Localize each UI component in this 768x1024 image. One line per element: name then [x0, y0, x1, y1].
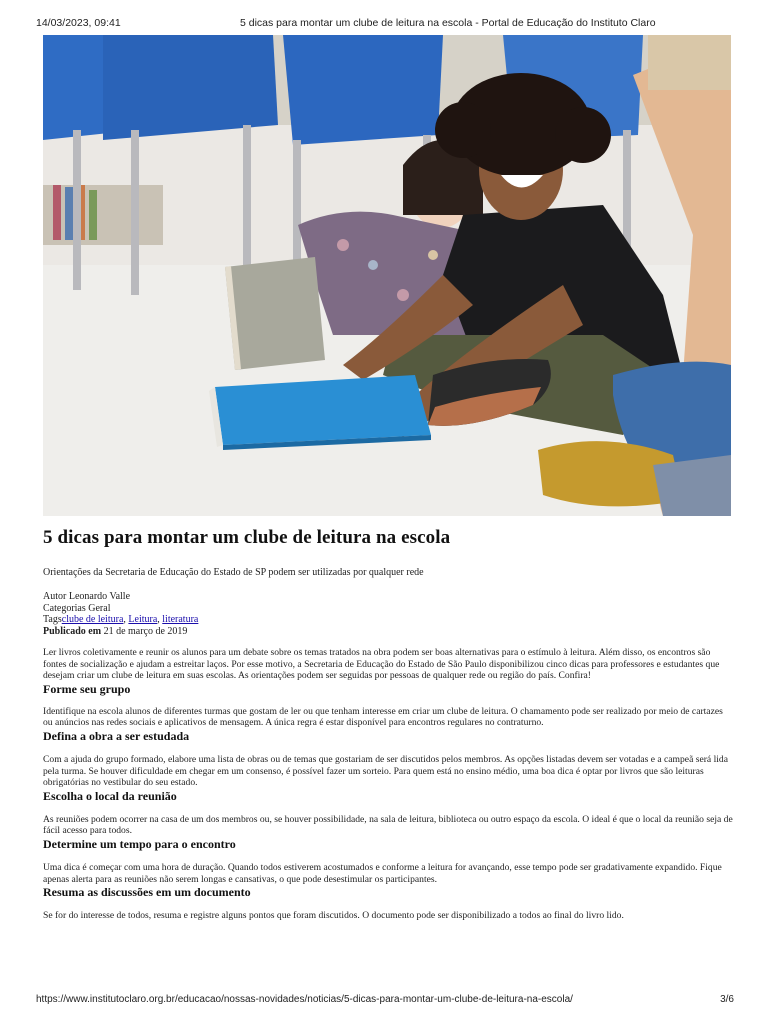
page-url: https://www.institutoclaro.org.br/educacao/nossas-novidades/noticias/5-dicas-para-montar-um-clube-de-leitura-na-escola/: [36, 994, 573, 1005]
page-number: 3/6: [720, 994, 734, 1005]
article-hero-photo: [43, 35, 731, 516]
article-title: 5 dicas para montar um clube de leitura na escola: [43, 527, 451, 548]
tag-link-clube-de-leitura[interactable]: clube de leitura: [61, 614, 124, 625]
print-document-title: 5 dicas para montar um clube de leitura na escola - Portal de Educação do Instituto Claro: [240, 17, 656, 29]
published-line: [43, 626, 733, 638]
section-heading-local-reuniao: Escolha o local da reunião: [43, 788, 177, 803]
section-body-forme-grupo: Identifique na escola alunos de diferentes turmas que gostam de ler ou que tenham interesse em criar um clube de leitura. O chamamento pode ser realizado por meio de cartazes ou anúncios nas redes sociais e aplicativos de mensagem. A única regra é estar disponível para encontros regulares no contraturno.: [43, 705, 723, 729]
section-body-local-reuniao: As reuniões podem ocorrer na casa de um dos membros ou, se houver possibilidade, na sala de leitura, biblioteca ou outro espaço da escola. O ideal é que o local da reunião seja de fácil acesso para todos.: [43, 813, 733, 837]
tags-label: Tags: [43, 614, 62, 625]
author-line: Autor Leonardo Valle: [43, 591, 131, 602]
article-subtitle: Orientações da Secretaria de Educação do Estado de SP podem ser utilizadas por qualquer rede: [43, 567, 424, 578]
category-line: Categorias Geral: [43, 602, 111, 614]
tag-link-leitura[interactable]: Leitura: [128, 614, 158, 625]
section-body-defina-obra: Com a ajuda do grupo formado, elabore uma lista de obras ou de temas que gostariam de ser discutidos pelos membros. As opções listadas devem ser votadas e a campeã será lida pela turma. Se houver dificuldade em chegar em um consenso, é possível fazer um sorteio. Para quem está no ensino médio, uma boa dica é optar por livros que são leituras obrigatórias no vestibular do seu estado.: [43, 753, 728, 789]
print-datetime: 14/03/2023, 09:41: [36, 17, 121, 29]
section-body-tempo-encontro: Uma dica é começar com uma hora de duração. Quando todos estiverem acostumados e conforme a leitura for avançando, esse tempo pode ser gradativamente expandido. Fique apenas alerta para as reuniões não serem longas e cansativas, o que pode desestimular os participantes.: [43, 861, 722, 885]
article: [43, 527, 733, 922]
print-header: [0, 0, 768, 34]
print-footer: [0, 990, 768, 1010]
article-meta: [43, 591, 733, 637]
published-date: 21 de março de 2019: [103, 625, 188, 637]
section-heading-tempo-encontro: Determine um tempo para o encontro: [43, 836, 236, 851]
tag-link-literatura[interactable]: literatura: [162, 614, 199, 625]
section-heading-resuma-discussoes: Resuma as discussões em um documento: [43, 885, 251, 900]
section-heading-defina-obra: Defina a obra a ser estudada: [43, 728, 190, 743]
section-body-resuma-discussoes: Se for do interesse de todos, resuma e registre alguns pontos que foram discutidos. O documento pode ser disponibilizado a todos ao final do livro lido.: [43, 910, 624, 922]
section-heading-forme-grupo: Forme seu grupo: [43, 681, 131, 696]
tags-line: Tagsclube de leitura, Leitura, literatura: [43, 614, 199, 625]
intro-paragraph: Ler livros coletivamente e reunir os alunos para um debate sobre os temas tratados na obra podem ser boas alternativas para o estímulo à leitura. Além disso, os encontros são fontes de socialização e ajudam a estreitar laços. Por esse motivo, a Secretaria de Educação do Estado de São Paulo disponibilizou cinco dicas para professores e estudantes que desejam criar um clube de leitura em suas escolas. As orientações podem ser seguidas por pessoas de qualquer rede ou região do país. Confira!: [43, 647, 720, 682]
published-label: Publicado em: [43, 625, 102, 637]
